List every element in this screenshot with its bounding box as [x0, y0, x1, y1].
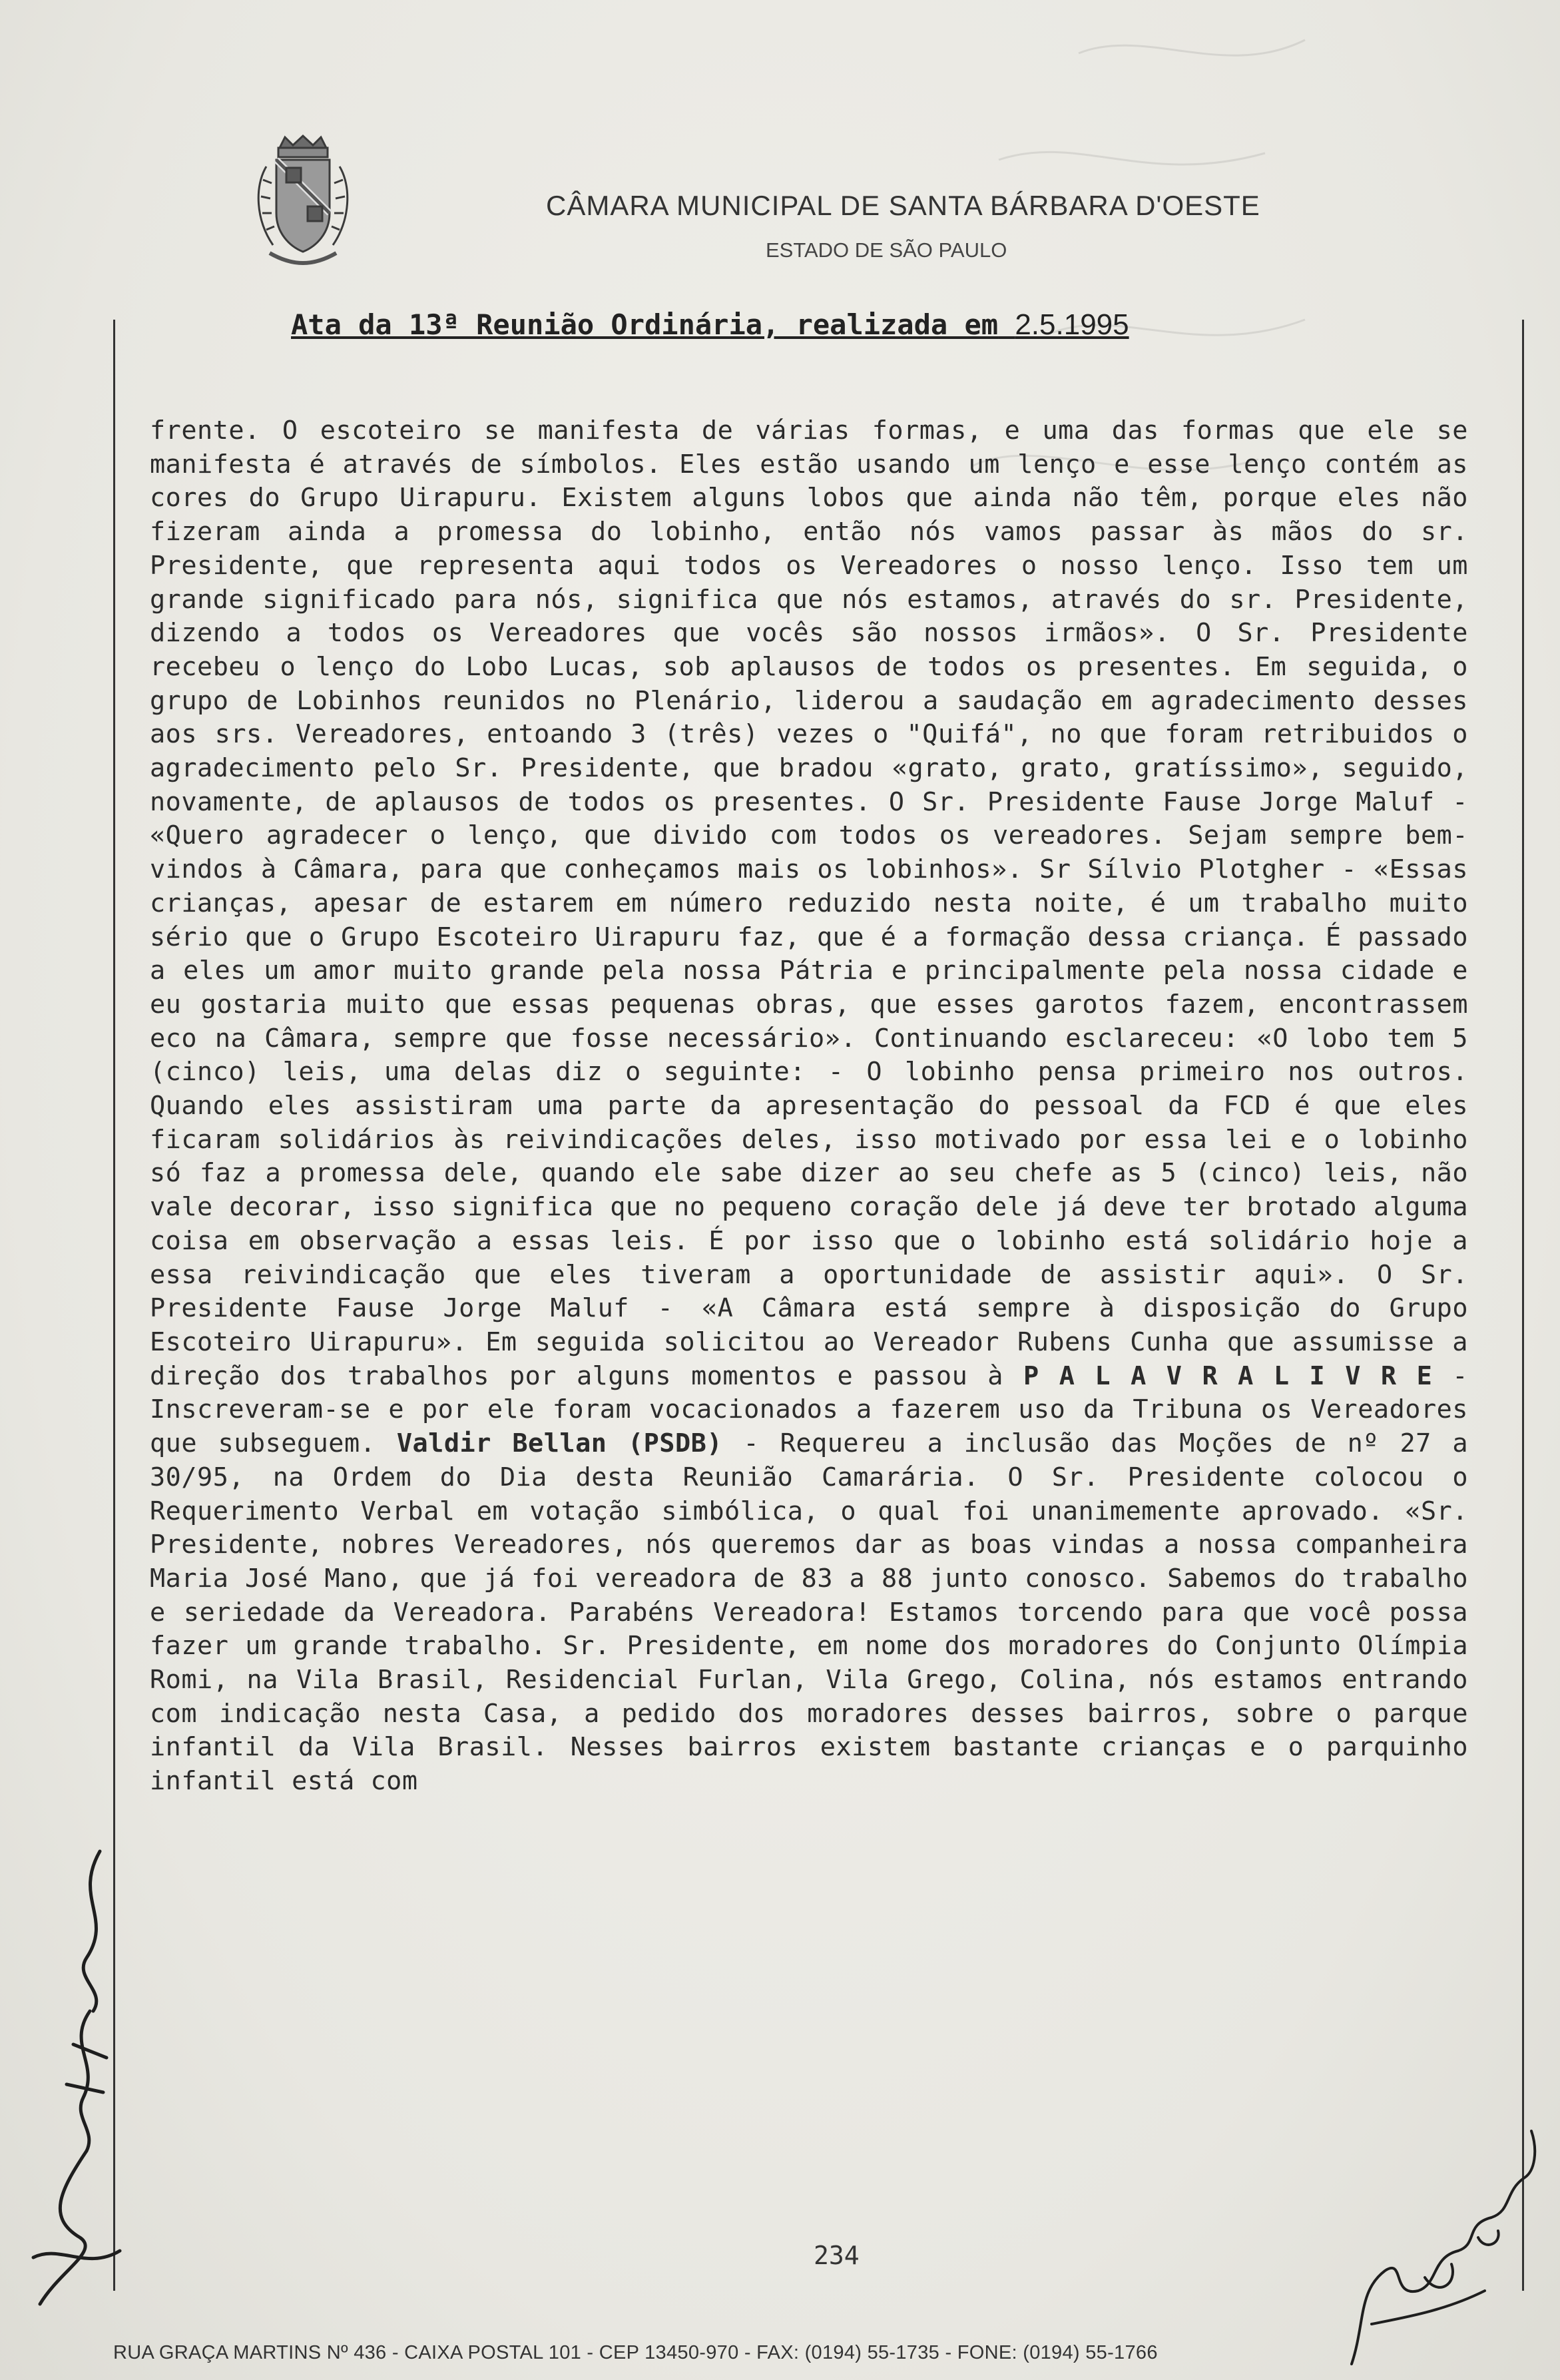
- minutes-paragraph: [150, 414, 1468, 1799]
- page-number: 234: [814, 2241, 860, 2270]
- body-text-c: - Requereu a inclusão das Moções de nº 27 a 30/95, na Ordem do Dia desta Reunião Camarária. O Sr. Presidente colocou o Requerimento Verbal em votação simbólica, o qual foi unanimemente aprovado. «Sr. Presidente, nobres Vereadores, nós queremos dar as boas vindas a nossa companheira Maria José Mano, que já foi vereadora de 83 a 88 junto conosco. Sabemos do trabalho e seriedade da Vereadora. Parabéns Vereadora! Estamos torcendo para que você possa fazer um grande trabalho. Sr. Presidente, em nome dos moradores do Conjunto Olímpia Romi, na Vila Brasil, Residencial Furlan, Vila Grego, Colina, nós estamos entrando com indicação nesta Casa, a pedido dos moradores desses bairros, sobre o parque infantil da Vila Brasil. Nesses bairros existem bastante crianças e o parquinho infantil está com: [150, 1428, 1468, 1797]
- margin-signature-left: [20, 1845, 127, 2311]
- meeting-date: 2.5.1995: [1015, 308, 1129, 341]
- margin-signature-right: [1345, 2124, 1545, 2377]
- title-text: Ata da 13ª Reunião Ordinária, realizada em: [291, 308, 999, 341]
- palavra-livre-heading: P A L A V R A L I V R E: [1023, 1360, 1433, 1391]
- state-name: ESTADO DE SÃO PAULO: [766, 238, 1007, 262]
- body-text-a: frente. O escoteiro se manifesta de várias formas, e uma das formas que ele se manifesta é através de símbolos. Eles estão usando um lenço e esse lenço contém as cores do Grupo Uirapuru. Existem alguns lobos que ainda não têm, porque eles não fizeram ainda a promessa do lobinho, então nós vamos passar às mãos do sr. Presidente, que representa aqui todos os Vereadores o nosso lenço. Isso tem um grande significado para nós, significa que nós estamos, através do sr. Presidente, dizendo a todos os Vereadores que vocês são nossos irmãos». O Sr. Presidente recebeu o lenço do Lobo Lucas, sob aplausos de todos os presentes. Em seguida, o grupo de Lobinhos reunidos no Plenário, liderou a saudação em agradecimento desses aos srs. Vereadores, entoando 3 (três) vezes o "Quifá", no que foram retribuidos o agradecimento pelo Sr. Presidente, que bradou «grato, grato, gratíssimo», seguido, novamente, de aplausos de todos os presentes. O Sr. Presidente Fause Jorge Maluf - «Quero agradecer o lenço, que divido com todos os vereadores. Sejam sempre bem-vindos à Câmara, para que conheçamos mais os lobinhos». Sr Sílvio Plotgher - «Essas crianças, apesar de estarem em número reduzido nesta noite, é um trabalho muito sério que o Grupo Escoteiro Uirapuru faz, que é a formação dessa criança. É passado a eles um amor muito grande pela nossa Pátria e principalmente pela nossa cidade e eu gostaria muito que essas pequenas obras, que esses garotos fazem, encontrassem eco na Câmara, sempre que fosse necessário». Continuando esclareceu: «O lobo tem 5 (cinco) leis, uma delas diz o seguinte: - O lobinho pensa primeiro nos outros. Quando eles assistiram uma parte da apresentação do pessoal da FCD é que eles ficaram solidários às reivindicações deles, isso motivado por essa lei e o lobinho só faz a promessa dele, quando ele sabe dizer ao seu chefe as 5 (cinco) leis, não vale decorar, isso significa que no pequeno coração dele já deve ter brotado alguma coisa em observação a essas leis. É por isso que o lobinho está solidário hoje a essa reivindicação que eles tiveram a oportunidade de assistir aqui». O Sr. Presidente Fause Jorge Maluf - «A Câmara está sempre à disposição do Grupo Escoteiro Uirapuru». Em seguida solicitou ao Vereador Rubens Cunha que assumisse a direção dos trabalhos por alguns momentos e passou à: [150, 416, 1468, 1391]
- document-title: [291, 308, 1129, 342]
- right-margin-rule: [1522, 320, 1524, 2291]
- coat-of-arms-icon: [246, 133, 360, 273]
- body-text-b: - Inscreveram-se e por ele foram vocacionados a fazerem uso da Tribuna os Vereadores que subseguem.: [150, 1360, 1468, 1459]
- minutes-body: [150, 414, 1468, 1799]
- institution-name: CÂMARA MUNICIPAL DE SANTA BÁRBARA D'OESTE: [546, 190, 1260, 221]
- speaker-name: Valdir Bellan (PSDB): [396, 1428, 723, 1459]
- footer-address: RUA GRAÇA MARTINS Nº 436 - CAIXA POSTAL 101 - CEP 13450-970 - FAX: (0194) 55-1735 - FONE: (0194) 55-1766: [113, 2342, 1158, 2363]
